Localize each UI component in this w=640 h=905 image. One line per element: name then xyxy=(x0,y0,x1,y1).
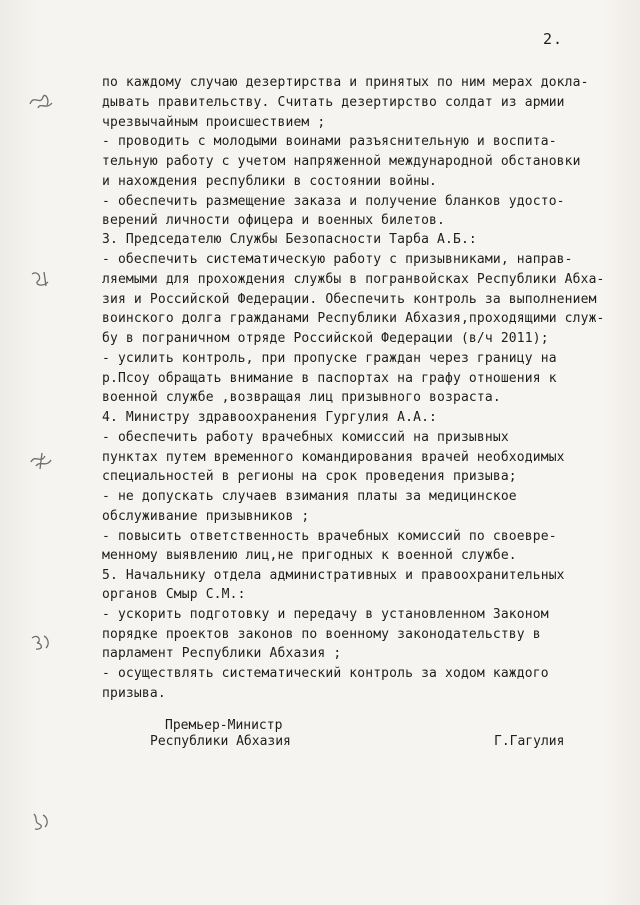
body-line: парламент Республики Абхазия ; xyxy=(102,646,342,661)
body-line: по каждому случаю дезертирства и принятых по ним мерах докла- xyxy=(102,75,589,90)
body-line: - повысить ответственность врачебных комиссий по своевре- xyxy=(102,529,557,544)
handwritten-margin-mark-icon xyxy=(26,808,56,834)
section-heading: 4. Министру здравоохранения Гургулия А.А.: xyxy=(102,410,438,425)
body-line: специальностей в регионы на срок проведения призыва; xyxy=(102,469,517,484)
body-line: - обеспечить систематическую работу с призывниками, направ- xyxy=(102,252,573,267)
body-line: призыва. xyxy=(102,686,166,701)
body-line: - не допускать случаев взимания платы за медицинское xyxy=(102,489,517,504)
section-heading: 5. Начальнику отдела административных и правоохранительных xyxy=(102,568,565,583)
body-line: ляемыми для прохождения службы в погранвойсках Республики Абха- xyxy=(102,272,605,287)
section-heading: 3. Председателю Службы Безопасности Тарба А.Б.: xyxy=(102,232,477,247)
body-line: - усилить контроль, при пропуске граждан через границу на xyxy=(102,351,557,366)
body-line: органов Смыр С.М.: xyxy=(102,587,246,602)
body-line: тельную работу с учетом напряженной международной обстановки xyxy=(102,154,581,169)
signatory-name: Г.Гагулия xyxy=(494,734,565,749)
body-line: обслуживание призывников ; xyxy=(102,509,310,524)
body-line: - обеспечить размещение заказа и получение бланков удосто- xyxy=(102,194,565,209)
body-line: верений личности офицера и военных билетов. xyxy=(102,213,445,228)
body-line: - ускорить подготовку и передачу в установленном Законом xyxy=(102,607,549,622)
body-line: бу в пограничном отряде Российской Федерации (в/ч 2011); xyxy=(102,331,549,346)
body-line: - обеспечить работу врачебных комиссий на призывных xyxy=(102,430,509,445)
signatory-organization: Республики Абхазия xyxy=(150,734,291,749)
body-line: - проводить с молодыми воинами разъяснительную и воспита- xyxy=(102,134,557,149)
body-line: зия и Российской Федерации. Обеспечить контроль за выполнением xyxy=(102,292,597,307)
body-line: и нахождения республики в состоянии войны. xyxy=(102,174,438,189)
body-line: менному выявлению лиц,не пригодных к военной службе. xyxy=(102,548,517,563)
handwritten-margin-mark-icon xyxy=(26,448,56,474)
body-line: дывать правительству. Считать дезертирство солдат из армии xyxy=(102,95,565,110)
body-line: чрезвычайным происшествием ; xyxy=(102,115,326,130)
signatory-title: Премьер-Министр xyxy=(165,718,283,733)
body-line: военной службе ,возвращая лиц призывного возраста. xyxy=(102,390,501,405)
handwritten-margin-mark-icon xyxy=(26,88,56,114)
body-line: р.Псоу обращать внимание в паспортах на графу отношения к xyxy=(102,371,557,386)
body-line: пунктах путем временного командирования врачей необходимых xyxy=(102,450,565,465)
body-line: порядке проектов законов по военному законодательству в xyxy=(102,627,541,642)
page-number: 2. xyxy=(543,30,564,48)
handwritten-margin-mark-icon xyxy=(26,628,56,654)
body-line: воинского долга гражданами Республики Абхазия,проходящими служ- xyxy=(102,311,605,326)
handwritten-margin-mark-icon xyxy=(26,266,56,292)
body-line: - осуществлять систематический контроль за ходом каждого xyxy=(102,666,549,681)
